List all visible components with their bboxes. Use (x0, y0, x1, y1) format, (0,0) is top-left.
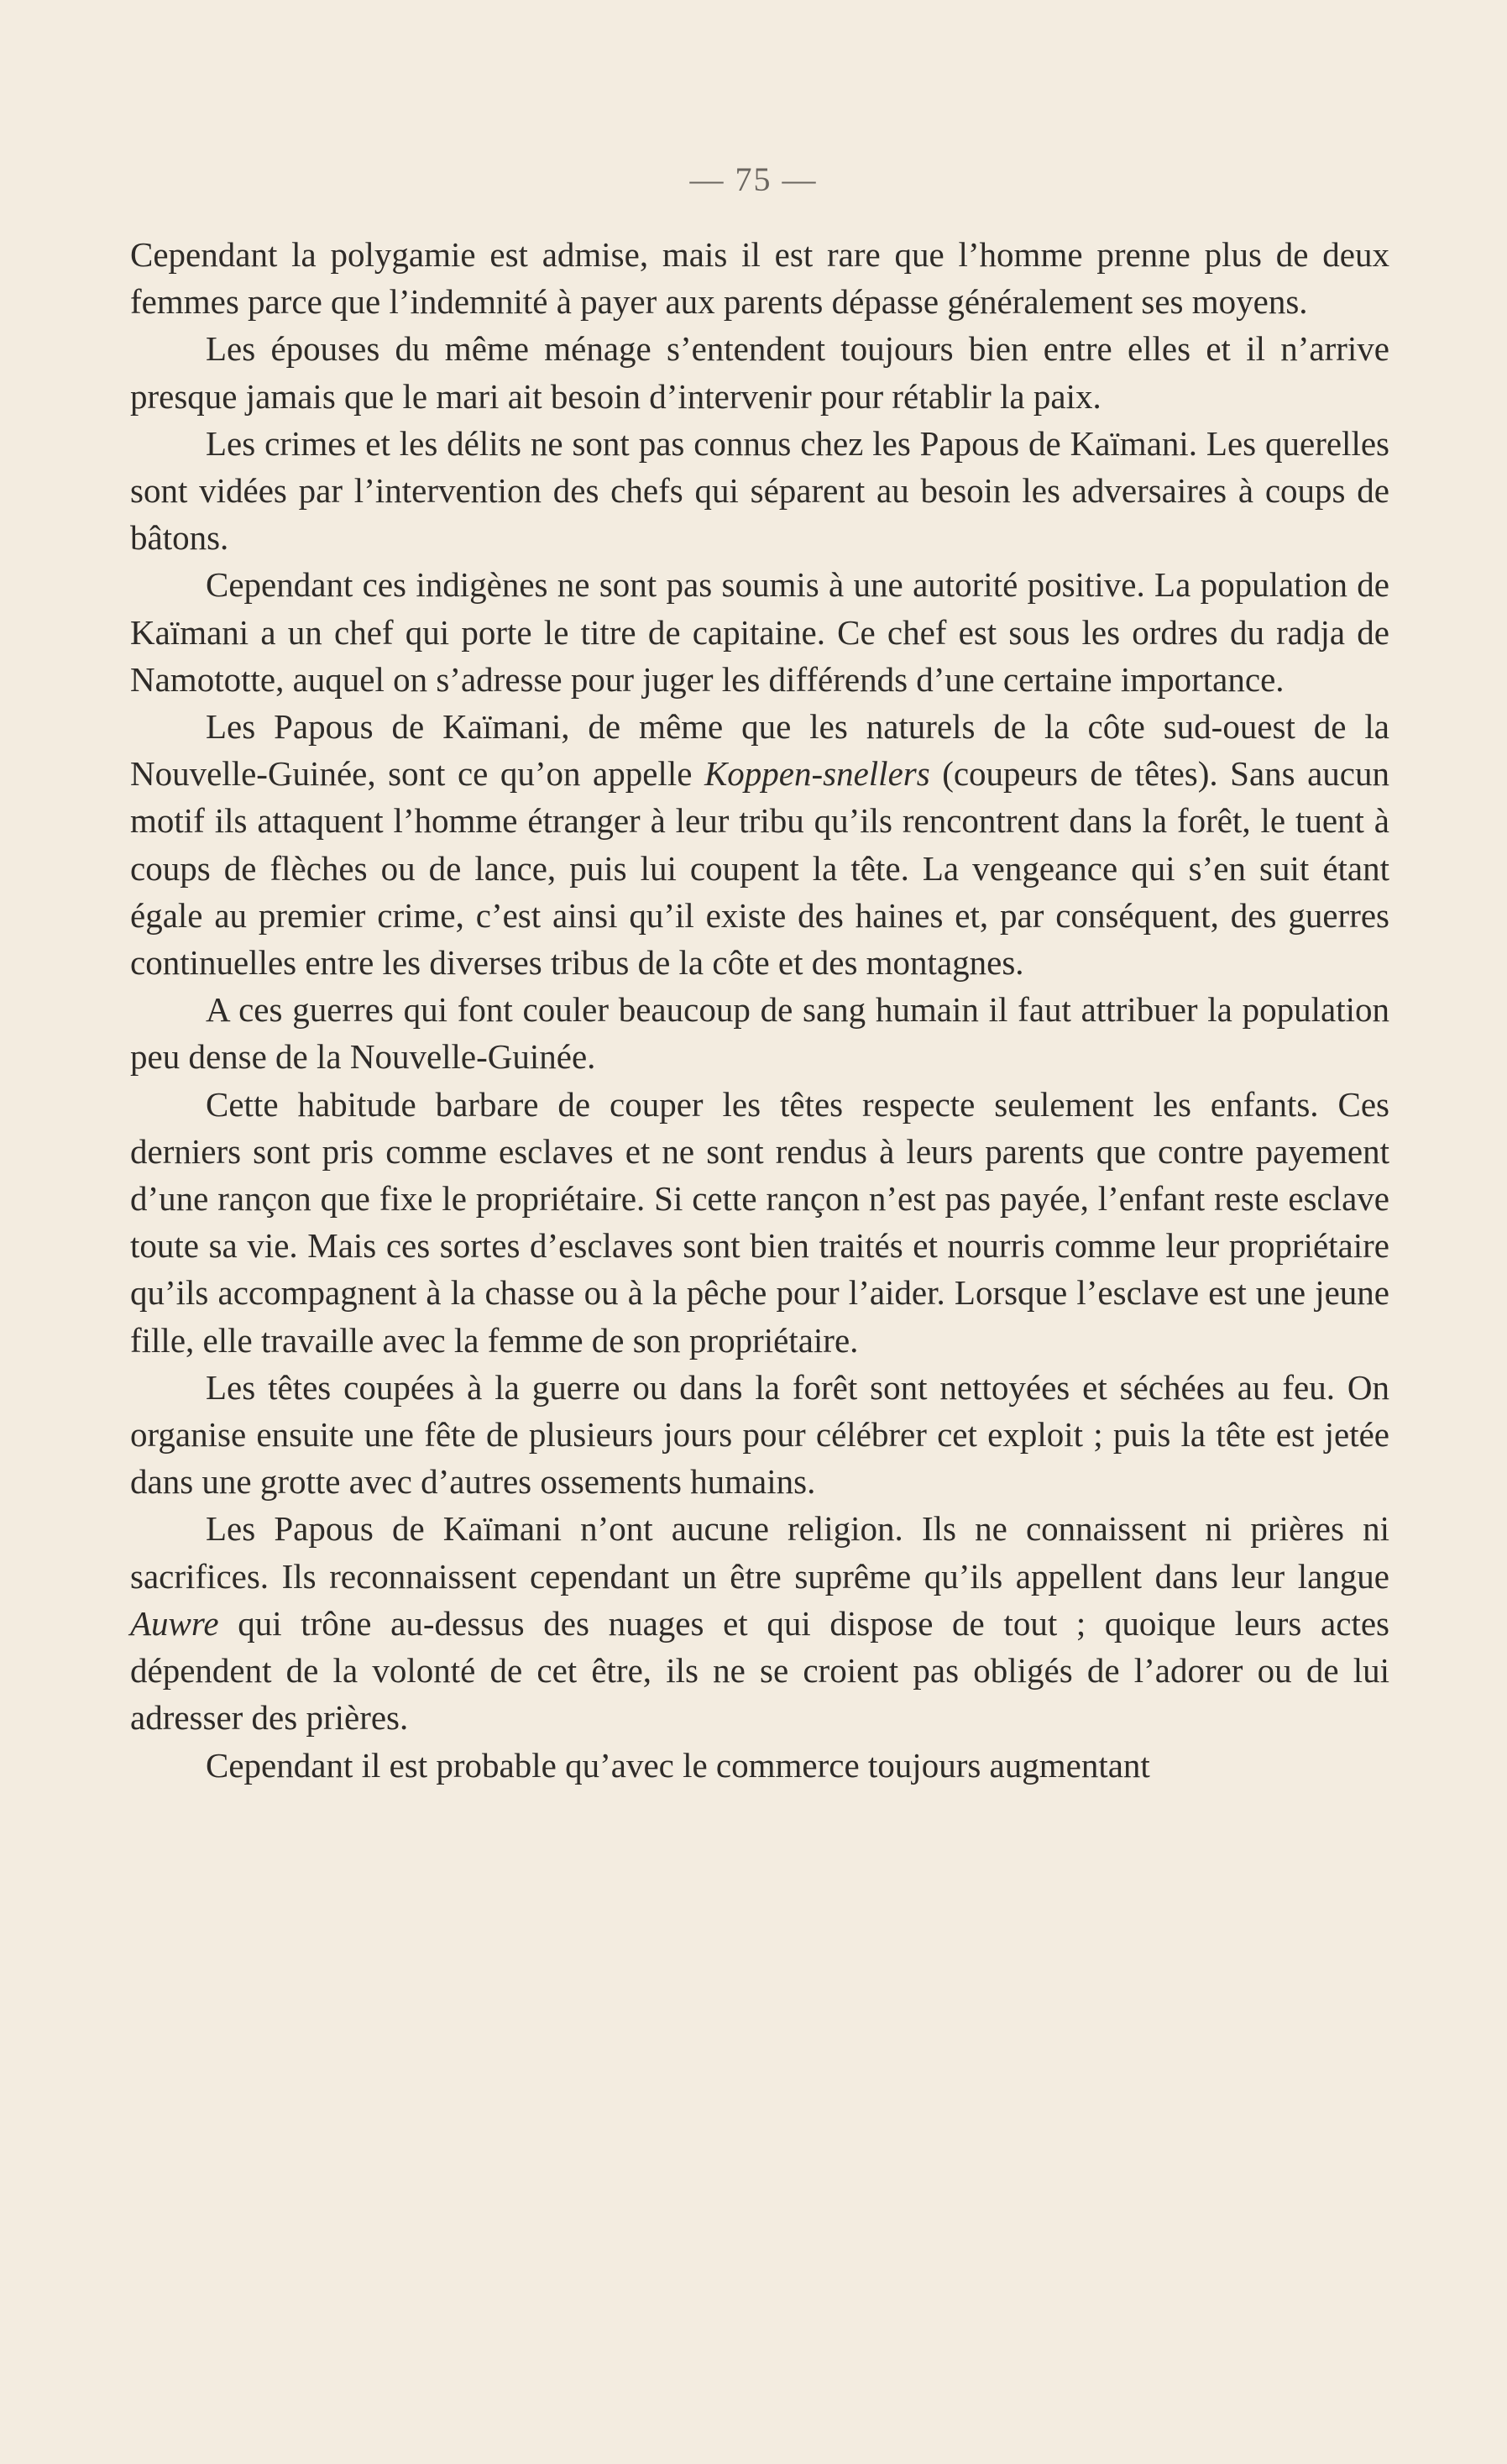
paragraph (130, 703, 1389, 986)
text-run: Les Papous de Kaïmani, de même que les naturels de la côte sud-ouest de la Nouvelle-Guinée, sont ce qu’on appelle (130, 707, 1389, 794)
paragraph (130, 1742, 1389, 1789)
text-run: A ces guerres qui font couler beaucoup de sang humain il faut attribuer la population peu dense de la Nouvelle-Guinée. (130, 990, 1389, 1077)
text-run: qui trône au-dessus des nuages et qui dispose de tout ; quoique leurs actes dépendent de la volonté de cet être, ils ne se croient pas obligés de l’adorer ou de lui adresser des prières. (130, 1603, 1389, 1738)
text-run: Cependant il est probable qu’avec le commerce toujours augmentant (206, 1745, 1150, 1785)
text-run: Les têtes coupées à la guerre ou dans la forêt sont nettoyées et séchées au feu. On organise ensuite une fête de plusieurs jours pour célébrer cet exploit ; puis la tête est jetée dans une grotte avec d’autres ossements humains. (130, 1367, 1389, 1502)
paragraph (130, 231, 1389, 325)
paragraph (130, 1505, 1389, 1741)
paragraph (130, 1081, 1389, 1364)
text-run: (coupeurs de têtes). Sans aucun motif ils attaquent l’homme étranger à leur tribu qu’ils rencontrent dans la forêt, le tuent à coups de flèches ou de lance, puis lui coupent la tête. La vengeance qui s’en suit étant égale au premier crime, c’est ainsi qu’il existe des haines et, par conséquent, des guerres continuelles entre les diverses tribus de la côte et des montagnes. (130, 754, 1390, 983)
text-run: Les épouses du même ménage s’entendent toujours bien entre elles et il n’arrive presque jamais que le mari ait besoin d’intervenir pour rétablir la paix. (130, 329, 1389, 416)
paragraph (130, 986, 1389, 1080)
text-run: Les Papous de Kaïmani n’ont aucune religion. Ils ne connaissent ni prières ni sacrifices. Ils reconnaissent cependant un être suprême qu’ils appellent dans leur langue (130, 1509, 1389, 1596)
text-run: Les crimes et les délits ne sont pas connus chez les Papous de Kaïmani. Les querelles sont vidées par l’intervention des chefs qui séparent au besoin les adversaires à coups de bâtons. (130, 423, 1389, 558)
paragraph (130, 1364, 1389, 1506)
page-number: — 75 — (689, 160, 818, 198)
text-run: Cette habitude barbare de couper les têtes respecte seulement les enfants. Ces derniers sont pris comme esclaves et ne sont rendus à leurs parents que contre payement d’une rançon que fixe le propriétaire. Si cette rançon n’est pas payée, l’enfant reste esclave toute sa vie. Mais ces sortes d’esclaves sont bien traités et nourris comme leur propriétaire qu’ils accompagnent à la chasse ou à la pêche pour l’aider. Lorsque l’esclave est une jeune fille, elle travaille avec la femme de son propriétaire. (130, 1084, 1389, 1360)
paragraph (130, 325, 1389, 419)
text-run: Cependant la polygamie est admise, mais il est rare que l’homme prenne plus de deux femmes parce que l’indemnité à payer aux parents dépasse généralement ses moyens. (130, 235, 1389, 322)
paragraph (130, 420, 1389, 562)
body-text (130, 231, 1389, 1789)
text-run: Cependant ces indigènes ne sont pas soumis à une autorité positive. La population de Kaïmani a un chef qui porte le titre de capitaine. Ce chef est sous les ordres du radja de Namototte, auquel on s’adresse pour juger les différends d’une certaine importance. (130, 565, 1389, 699)
italic-term: Koppen-snellers (704, 754, 930, 794)
paragraph (130, 561, 1389, 703)
italic-term: Auwre (130, 1603, 219, 1643)
